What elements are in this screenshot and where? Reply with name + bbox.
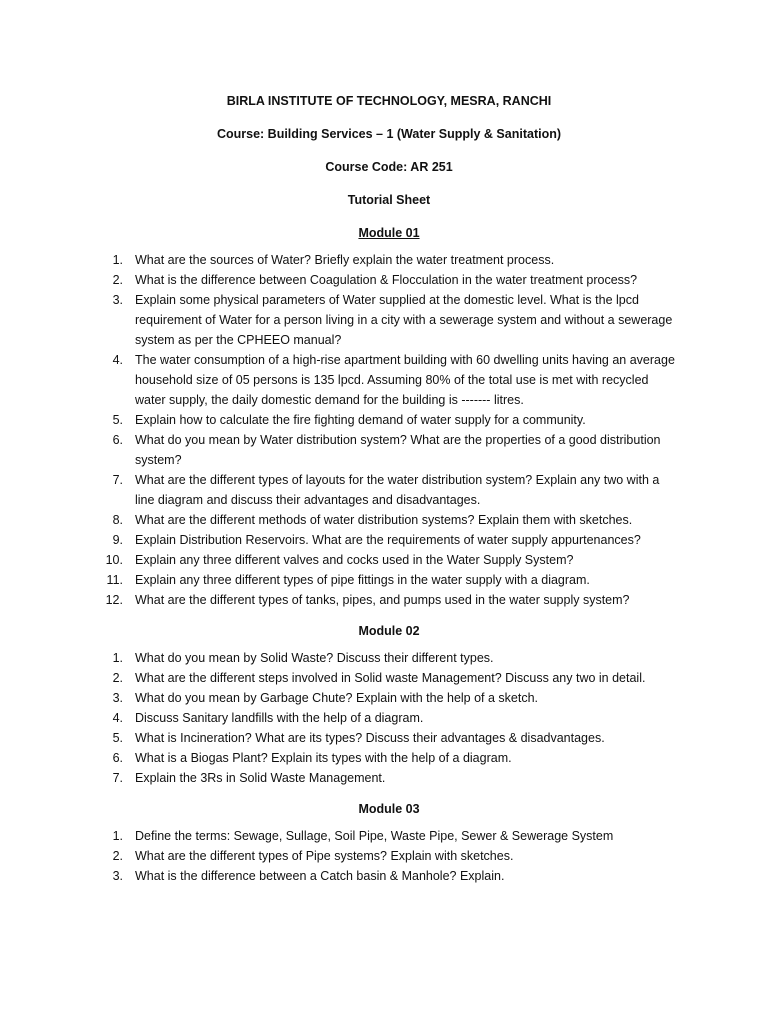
question-text: Explain Distribution Reservoirs. What are the requirements of water supply appurtenances? [135,533,641,547]
question-item [96,648,682,668]
module-03-section [96,801,682,886]
question-item [96,728,682,748]
question-number: 2. [112,671,123,685]
question-number: 2. [112,849,123,863]
module-02-questions [96,648,682,788]
question-text: What do you mean by Garbage Chute? Explain with the help of a sketch. [135,691,539,705]
question-item [96,250,682,270]
question-item [96,748,682,768]
module-03-questions [96,826,682,886]
question-number: 1. [112,829,123,843]
question-number: 2. [112,273,123,287]
question-number: 1. [112,651,123,665]
question-text: What are the sources of Water? Briefly explain the water treatment process. [135,253,555,267]
question-number: 3. [112,691,123,705]
question-number: 3. [112,869,123,883]
question-text: Explain the 3Rs in Solid Waste Management. [135,771,386,785]
module-02-section [96,623,682,788]
question-item [96,430,682,470]
question-number: 3. [112,293,123,307]
question-item [96,866,682,886]
question-number: 6. [112,433,123,447]
question-item [96,846,682,866]
module-01-section [96,225,682,610]
module-03-title: Module 03 [358,802,420,816]
question-item [96,570,682,590]
question-number: 12. [105,593,123,607]
question-item [96,768,682,788]
sheet-title: Tutorial Sheet [347,193,431,207]
course-code: Course Code: AR 251 [325,160,453,174]
question-item [96,510,682,530]
question-text: What is Incineration? What are its types? Discuss their advantages & disadvantages. [135,731,605,745]
module-01-title-text: Module 01 [358,226,420,240]
question-text: What are the different steps involved in Solid waste Management? Discuss any two in detail. [135,671,646,685]
question-number: 6. [112,751,123,765]
question-number: 7. [112,473,123,487]
question-text: What are the different types of tanks, pipes, and pumps used in the water supply system? [135,593,630,607]
institute-heading: BIRLA INSTITUTE OF TECHNOLOGY, MESRA, RANCHI [226,94,552,108]
question-number: 1. [112,253,123,267]
question-item [96,290,682,350]
question-text: What are the different types of Pipe systems? Explain with sketches. [135,849,514,863]
question-item [96,688,682,708]
question-text: What do you mean by Solid Waste? Discuss their different types. [135,651,494,665]
question-text: The water consumption of a high-rise apartment building with 60 dwelling units having an average household size of 05 persons is 135 lpcd. Assuming 80% of the total use is met with recycled water supply, the daily domestic demand for the building is ------- litres. [135,353,675,407]
question-text: What are the different methods of water distribution systems? Explain them with sketches. [135,513,633,527]
question-item [96,410,682,430]
question-item [96,590,682,610]
module-01-questions [96,250,682,610]
question-item [96,708,682,728]
question-text: Explain how to calculate the fire fighting demand of water supply for a community. [135,413,586,427]
question-text: Explain any three different valves and cocks used in the Water Supply System? [135,553,574,567]
question-text: What do you mean by Water distribution system? What are the properties of a good distribution system? [135,433,661,467]
question-item [96,668,682,688]
question-text: Define the terms: Sewage, Sullage, Soil Pipe, Waste Pipe, Sewer & Sewerage System [135,829,614,843]
question-item [96,530,682,550]
question-item [96,826,682,846]
question-number: 9. [112,533,123,547]
question-number: 5. [112,731,123,745]
question-text: Explain some physical parameters of Water supplied at the domestic level. What is the lpcd requirement of Water for a person living in a city with a sewerage system and without a sewerage system as per the CPHEEO manual? [135,293,673,347]
question-number: 7. [112,771,123,785]
question-text: Explain any three different types of pipe fittings in the water supply with a diagram. [135,573,590,587]
question-item [96,470,682,510]
question-number: 4. [112,353,123,367]
question-text: What is the difference between a Catch basin & Manhole? Explain. [135,869,505,883]
course-title: Course: Building Services – 1 (Water Supply & Sanitation) [216,127,562,141]
question-text: Discuss Sanitary landfills with the help of a diagram. [135,711,424,725]
question-number: 8. [112,513,123,527]
module-01-title [96,225,682,241]
module-02-title: Module 02 [358,624,420,638]
question-text: What is a Biogas Plant? Explain its types with the help of a diagram. [135,751,512,765]
question-number: 5. [112,413,123,427]
question-item [96,350,682,410]
question-number: 11. [106,573,123,587]
question-text: What is the difference between Coagulation & Flocculation in the water treatment process? [135,273,638,287]
question-item [96,270,682,290]
question-text: What are the different types of layouts for the water distribution system? Explain any two with a line diagram and discuss their advantages and disadvantages. [135,473,660,507]
question-item [96,550,682,570]
question-number: 4. [112,711,123,725]
question-number: 10. [105,553,123,567]
